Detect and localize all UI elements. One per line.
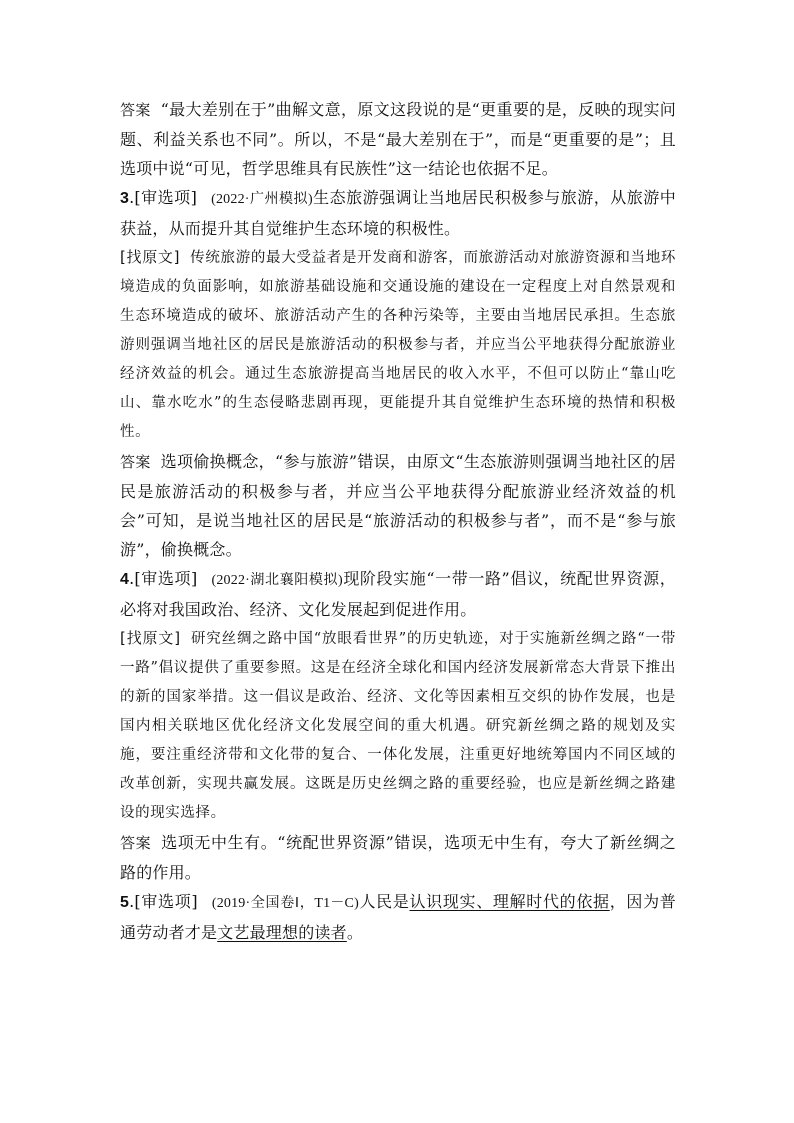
question-statement: 生态旅游强调让当地居民积极参与旅游，从旅游中获益，从而提升其自觉维护生态环境的积极性。: [120, 188, 676, 238]
question-source: (2022·广州模拟): [211, 192, 313, 207]
answer-label: 答案: [120, 453, 151, 471]
answer-text: 选项偷换概念，“参与旅游”错误，由原文“生态旅游则强调当地社区的居民是旅游活动的积极参与者，并应当公平地获得分配旅游业经济效益的机会”可知，是说当地社区的居民是“旅游活动的积极参与者”，而不是“参与旅游”，偷换概念。: [120, 452, 677, 559]
answer-label: 答案: [120, 101, 151, 119]
original-text: 研究丝绸之路中国“放眼看世界”的历史轨迹，对于实施新丝绸之路“一带一路”倡议提供了重要参照。这是在经济全球化和国内经济发展新常态大背景下推出的新的国家举措。这一倡议是政治、经济、文化等因素相互交织的协作发展，也是国内相关联地区优化经济文化发展空间的重大机遇。研究新丝绸之路的规划及实施，要注重经济带和文化带的复合、一体化发展，注重更好地统筹国内不同区域的改革创新，实现共赢发展。这既是历史丝绸之路的重要经验，也应是新丝绸之路建设的现实选择。: [120, 631, 676, 821]
question-tag: .[审选项]: [129, 569, 198, 588]
answer-block-3: [120, 447, 676, 564]
question-5: [120, 887, 676, 947]
question-4: [120, 564, 676, 624]
answer-block-previous: [120, 95, 676, 183]
original-text-3: [120, 243, 676, 447]
question-statement-part: ，因为普通劳动者才是: [120, 892, 676, 942]
question-statement-part: 人民是: [358, 892, 410, 911]
question-tag: .[审选项]: [129, 188, 198, 207]
question-source: (2019·全国卷Ⅰ，T1－C): [211, 896, 359, 911]
find-original-label: [找原文]: [120, 248, 181, 266]
document-page: [120, 95, 676, 947]
original-text-4: [120, 624, 676, 828]
underlined-phrase: 文艺最理想的读者: [217, 923, 347, 942]
question-statement-part: 。: [346, 923, 364, 942]
answer-label: 答案: [120, 834, 152, 852]
question-tag: .[审选项]: [129, 892, 198, 911]
original-text: 传统旅游的最大受益者是开发商和游客，而旅游活动对旅游资源和当地环境造成的负面影响，如旅游基础设施和交通设施的建设在一定程度上对自然景观和生态环境造成的破坏、旅游活动产生的各种污染等，主要由当地居民承担。生态旅游则强调当地社区的居民是旅游活动的积极参与者，并应当公平地获得分配旅游业经济效益的机会。通过生态旅游提高当地居民的收入水平，不但可以防止“靠山吃山、靠水吃水”的生态侵略悲剧再现，更能提升其自觉维护生态环境的热情和积极性。: [120, 250, 676, 440]
answer-text: “最大差别在于”曲解文意，原文这段说的是“更重要的是，反映的现实问题、利益关系也不同”。所以，不是“最大差别在于”，而是“更重要的是”；且选项中说“可见，哲学思维具有民族性”这一结论也依据不足。: [120, 100, 677, 178]
question-number: 3: [120, 190, 130, 207]
question-statement: 现阶段实施“一带一路”倡议，统配世界资源，必将对我国政治、经济、文化发展起到促进作用。: [120, 569, 676, 619]
question-number: 5: [120, 894, 130, 911]
answer-text: 选项无中生有。“统配世界资源”错误，选项无中生有，夸大了新丝绸之路的作用。: [120, 833, 676, 882]
find-original-label: [找原文]: [120, 629, 181, 647]
answer-block-4: [120, 828, 676, 887]
question-number: 4: [120, 571, 130, 588]
underlined-phrase: 认识现实、理解时代的依据: [409, 892, 610, 911]
question-source: (2022·湖北襄阳模拟): [211, 573, 343, 588]
question-3: [120, 183, 676, 243]
